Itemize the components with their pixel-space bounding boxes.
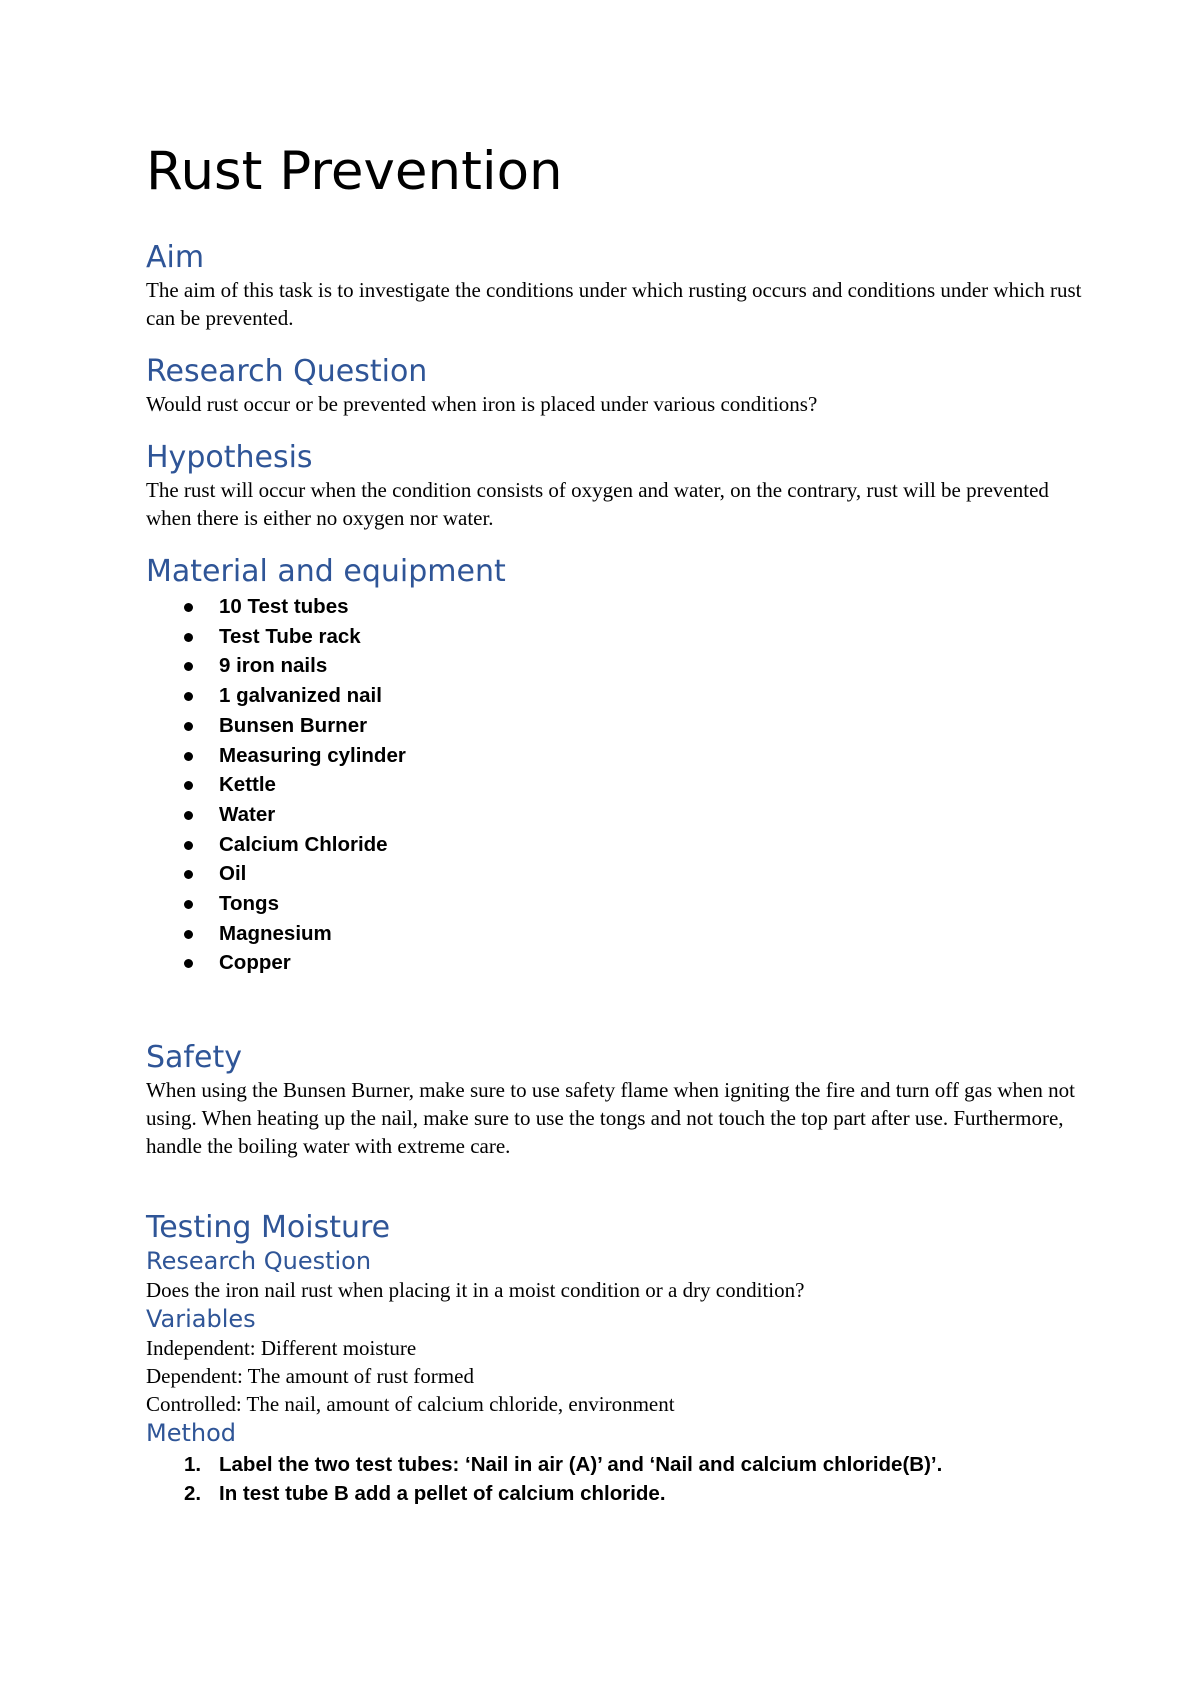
list-item bbox=[146, 919, 1086, 949]
bullet-icon bbox=[184, 900, 193, 909]
list-item bbox=[146, 622, 1086, 652]
bullet-icon bbox=[184, 781, 193, 790]
list-item-label: Magnesium bbox=[219, 921, 332, 945]
list-item-label: Copper bbox=[219, 951, 291, 975]
bullet-icon bbox=[184, 633, 193, 642]
bullet-icon bbox=[184, 959, 193, 968]
bullet-icon bbox=[184, 692, 193, 701]
method-step bbox=[146, 1479, 1086, 1508]
step-text: In test tube B add a pellet of calcium chloride. bbox=[219, 1482, 666, 1506]
hypothesis-heading: Hypothesis bbox=[146, 440, 313, 475]
bullet-icon bbox=[184, 841, 193, 850]
step-text: Label the two test tubes: ‘Nail in air (A)’ and ‘Nail and calcium chloride(B)’. bbox=[219, 1453, 943, 1477]
list-item bbox=[146, 800, 1086, 830]
list-item bbox=[146, 889, 1086, 919]
step-number: 2. bbox=[184, 1482, 202, 1506]
hypothesis-text: The rust will occur when the condition consists of oxygen and water, on the contrary, rust will be prevented when there is either no oxygen nor water. bbox=[146, 478, 1049, 530]
list-item-label: 10 Test tubes bbox=[219, 595, 349, 618]
list-item bbox=[146, 770, 1086, 800]
list-item bbox=[146, 681, 1086, 711]
independent-variable: Independent: Different moisture bbox=[146, 1336, 417, 1361]
materials-list bbox=[146, 592, 1086, 978]
document-title: Rust Prevention bbox=[146, 141, 563, 202]
list-item bbox=[146, 592, 1086, 622]
bullet-icon bbox=[184, 722, 193, 731]
bullet-icon bbox=[184, 930, 193, 939]
list-item bbox=[146, 651, 1086, 681]
dependent-variable: Dependent: The amount of rust formed bbox=[146, 1364, 474, 1389]
method-step bbox=[146, 1450, 1086, 1479]
bullet-icon bbox=[184, 662, 193, 671]
method-heading: Method bbox=[146, 1419, 237, 1448]
list-item-label: Oil bbox=[219, 862, 247, 886]
list-item bbox=[146, 948, 1086, 978]
safety-heading: Safety bbox=[146, 1040, 242, 1076]
controlled-variables: Controlled: The nail, amount of calcium chloride, environment bbox=[146, 1392, 675, 1417]
list-item-label: Tongs bbox=[219, 892, 279, 916]
list-item-label: 9 iron nails bbox=[219, 654, 328, 678]
list-item bbox=[146, 741, 1086, 771]
document-page bbox=[146, 140, 1086, 1508]
testing-rq-text: Does the iron nail rust when placing it in a moist condition or a dry condition? bbox=[146, 1278, 805, 1303]
list-item-label: Water bbox=[219, 802, 276, 826]
list-item bbox=[146, 711, 1086, 741]
list-item bbox=[146, 830, 1086, 860]
list-item-label: 1 galvanized nail bbox=[219, 684, 382, 708]
bullet-icon bbox=[184, 811, 193, 820]
list-item-label: Measuring cylinder bbox=[219, 743, 406, 767]
step-number: 1. bbox=[184, 1453, 202, 1477]
testing-rq-heading: Research Question bbox=[146, 1247, 372, 1276]
variables-heading: Variables bbox=[146, 1305, 256, 1334]
materials-heading: Material and equipment bbox=[146, 554, 506, 589]
bullet-icon bbox=[184, 603, 193, 612]
list-item-label: Calcium Chloride bbox=[219, 832, 388, 856]
bullet-icon bbox=[184, 870, 193, 879]
testing-moisture-heading: Testing Moisture bbox=[146, 1210, 391, 1246]
research-question-heading: Research Question bbox=[146, 354, 428, 389]
list-item-label: Test Tube rack bbox=[219, 624, 361, 648]
list-item-label: Bunsen Burner bbox=[219, 713, 368, 737]
aim-text: The aim of this task is to investigate the conditions under which rusting occurs and conditions under which rust can be prevented. bbox=[146, 278, 1082, 330]
list-item-label: Kettle bbox=[219, 773, 276, 797]
research-question-text: Would rust occur or be prevented when iron is placed under various conditions? bbox=[146, 392, 818, 416]
safety-text: When using the Bunsen Burner, make sure to use safety flame when igniting the fire and turn off gas when not using. When heating up the nail, make sure to use the tongs and not touch the top part after use. Furthermore, handle the boiling water with extreme care. bbox=[146, 1078, 1075, 1159]
list-item bbox=[146, 859, 1086, 889]
aim-heading: Aim bbox=[146, 240, 205, 275]
method-steps bbox=[146, 1450, 1086, 1508]
bullet-icon bbox=[184, 752, 193, 761]
